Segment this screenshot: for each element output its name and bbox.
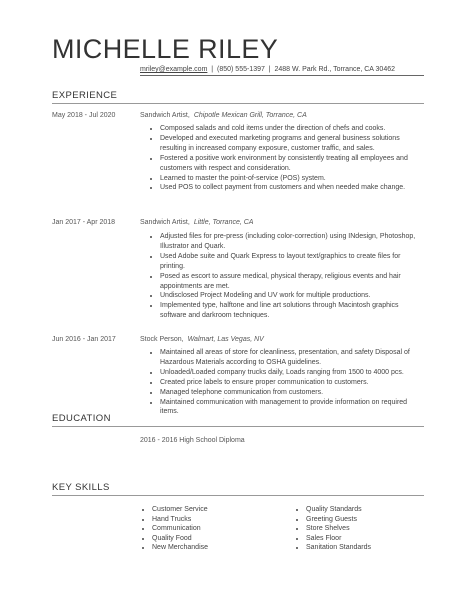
job-role: Stock Person, [140, 336, 184, 343]
skill-item: • Quality Standards [306, 505, 371, 515]
job-company: Little, Torrance, CA [193, 219, 254, 226]
list-item: • Used Adobe suite and Quark Express to layout text/graphics to create files for printing. [160, 252, 422, 272]
skills-list-right [294, 505, 371, 553]
job-bullets [148, 124, 422, 193]
list-item: • Posed as escort to assure medical, physical therapy, religious events and hair appointments are met. [160, 272, 422, 292]
list-item: • Managed telephone communication from customers. [160, 388, 422, 398]
education-entry: 2016 - 2016 High School Diploma [140, 437, 245, 444]
list-item: • Fostered a positive work environment by consistently treating all employees and customers with respect and consideration. [160, 154, 422, 174]
contact-separator: | [268, 66, 271, 73]
skill-item: • Sales Floor [306, 534, 371, 544]
job-dates: Jan 2017 - Apr 2018 [52, 219, 116, 226]
job-role: Sandwich Artist, [140, 219, 190, 226]
skill-item: • Greeting Guests [306, 515, 371, 525]
candidate-name: MICHELLE RILEY [52, 34, 279, 64]
skill-item: • Quality Food [152, 534, 208, 544]
list-item: • Maintained communication with management to provide information on required items. [160, 398, 422, 418]
list-item: • Unloaded/Loaded company trucks daily, Loads ranging from 1500 to 4000 pcs. [160, 368, 422, 378]
skill-item: • Customer Service [152, 505, 208, 515]
email-link[interactable]: mriley@example.com [140, 66, 208, 73]
job-role: Sandwich Artist, [140, 112, 190, 119]
job-bullets [148, 232, 422, 321]
job-dates: Jun 2016 - Jan 2017 [52, 336, 116, 343]
list-item: • Adjusted files for pre-press (including color-correction) using INdesign, Photoshop, Illustrator and Quark. [160, 232, 422, 252]
job-title [140, 219, 253, 226]
list-item: • Learned to master the point-of-service (POS) system. [160, 174, 422, 184]
list-item: • Composed salads and cold items under the direction of chefs and cooks. [160, 124, 422, 134]
skills-list-left [140, 505, 208, 553]
skill-item: • Sanitation Standards [306, 543, 371, 553]
skill-item: • Hand Trucks [152, 515, 208, 525]
skill-item: • Store Shelves [306, 524, 371, 534]
list-item: • Implemented type, halftone and line art solutions through Macintosh graphics software and darkroom techniques. [160, 301, 422, 321]
list-item: • Used POS to collect payment from customers and when needed make change. [160, 183, 422, 193]
contact-line [140, 66, 424, 76]
skill-item: • Communication [152, 524, 208, 534]
list-item: • Maintained all areas of store for cleanliness, presentation, and safety Disposal of Hazardous Materials according to OSHA guidelines. [160, 348, 422, 368]
job-dates: May 2018 - Jul 2020 [52, 112, 116, 119]
job-title [140, 336, 264, 343]
contact-separator: | [211, 66, 214, 73]
skills-heading: KEY SKILLS [52, 482, 424, 496]
job-title [140, 112, 307, 119]
list-item: • Developed and executed marketing programs and general business solutions resulting in increased company exposure, customer traffic, and sales. [160, 134, 422, 154]
list-item: • Created price labels to ensure proper communication to customers. [160, 378, 422, 388]
job-bullets [148, 348, 422, 417]
job-company: Walmart, Las Vegas, NV [187, 336, 264, 343]
job-company: Chipotle Mexican Grill, Torrance, CA [193, 112, 307, 119]
experience-heading: EXPERIENCE [52, 90, 424, 104]
phone-number: (850) 555-1397 [217, 66, 265, 73]
list-item: • Undisclosed Project Modeling and UV work for multiple productions. [160, 291, 422, 301]
address: 2488 W. Park Rd., Torrance, CA 30462 [274, 66, 395, 73]
skill-item: • New Merchandise [152, 543, 208, 553]
education-heading: EDUCATION [52, 413, 424, 427]
